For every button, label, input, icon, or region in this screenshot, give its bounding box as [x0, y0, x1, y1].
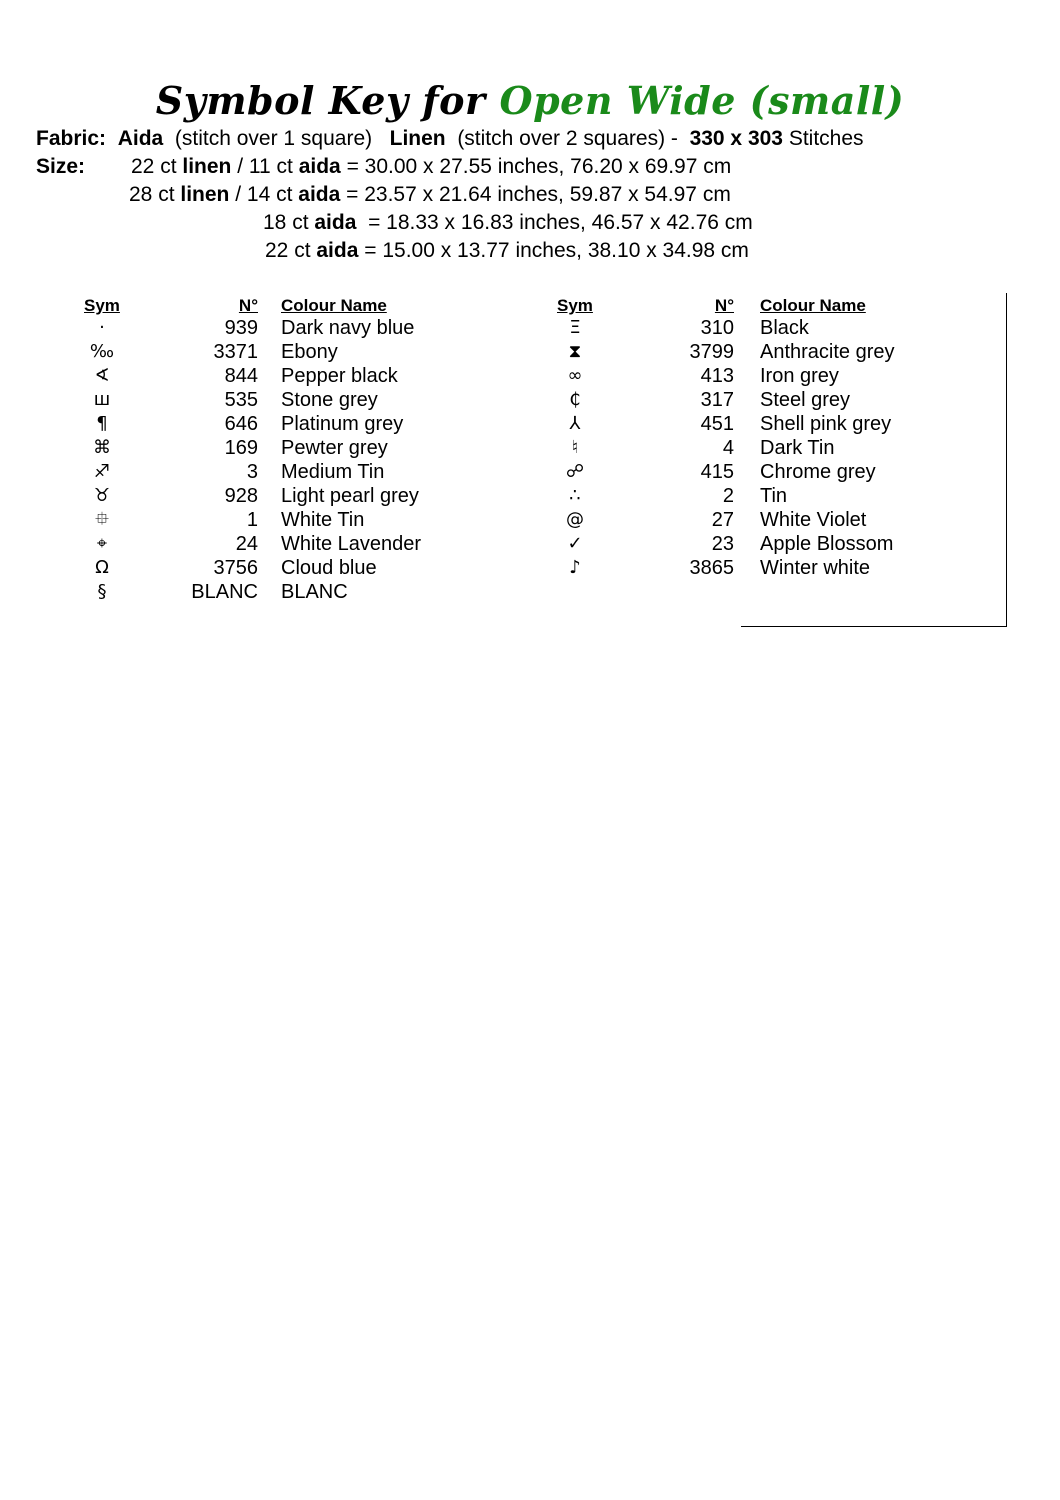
row-symbol: ₵: [569, 389, 581, 410]
row-symbol: ¶: [96, 413, 108, 434]
key-row: [0, 412, 1060, 436]
row-colour-name: BLANC: [281, 581, 348, 603]
pattern-name: Open Wide (small): [499, 78, 905, 123]
row-symbol: Ξ: [569, 317, 581, 338]
row-symbol: ♮: [571, 437, 579, 458]
size-text: = 18.33 x 16.83 inches, 46.57 x 42.76 cm: [356, 211, 753, 234]
row-number: 23: [711, 533, 734, 555]
header-name-right: Colour Name: [760, 296, 866, 315]
row-symbol: ⅄: [569, 413, 581, 434]
row-symbol: ⯐: [95, 509, 109, 530]
size-text: = 30.00 x 27.55 inches, 76.20 x 69.97 cm: [340, 155, 732, 178]
row-number: 415: [700, 461, 734, 483]
header-num-left: N°: [238, 296, 258, 315]
fabric-line: [36, 125, 864, 153]
row-colour-name: Dark navy blue: [281, 317, 415, 339]
row-colour-name: Light pearl grey: [281, 485, 419, 507]
row-colour-name: Medium Tin: [281, 461, 385, 483]
row-number: 535: [224, 389, 258, 411]
row-number: 27: [711, 509, 734, 531]
size-text: = 23.57 x 21.64 inches, 59.87 x 54.97 cm: [340, 183, 731, 206]
key-row: [0, 580, 1060, 604]
row-colour-name: Dark Tin: [760, 437, 835, 459]
key-row: [0, 340, 1060, 364]
fabric-linen: Linen: [389, 127, 446, 150]
fabric-aida: Aida: [117, 127, 164, 150]
row-number: 928: [224, 485, 258, 507]
row-colour-name: Anthracite grey: [760, 341, 895, 363]
row-symbol: @: [566, 509, 584, 530]
key-row: [0, 436, 1060, 460]
header-sym-right: Sym: [557, 296, 593, 315]
row-colour-name: Winter white: [760, 557, 871, 579]
size-text: / 14 ct: [229, 183, 299, 206]
header-name-left: Colour Name: [281, 296, 387, 315]
row-symbol: ш: [93, 389, 111, 410]
row-symbol: ♉: [93, 485, 111, 506]
row-colour-name: Stone grey: [281, 389, 378, 411]
size-line-4: [265, 237, 749, 265]
size-text: 18 ct: [263, 211, 315, 234]
row-number: 3756: [213, 557, 258, 579]
row-colour-name: Pewter grey: [281, 437, 388, 459]
row-number: 3865: [689, 557, 734, 579]
row-number: 939: [224, 317, 258, 339]
fabric-label: Fabric:: [36, 127, 107, 150]
header-num-right: N°: [714, 296, 734, 315]
row-symbol: ·: [99, 317, 105, 338]
size-label-line: [36, 153, 85, 181]
table-right-border: [1006, 293, 1007, 627]
row-colour-name: Tin: [760, 485, 788, 507]
row-number: 4: [722, 437, 734, 459]
row-number: 2: [722, 485, 734, 507]
size-line-2: [129, 181, 731, 209]
row-number: 3: [246, 461, 258, 483]
size-line-3: [263, 209, 753, 237]
row-symbol: ⧗: [568, 341, 582, 362]
row-number: BLANC: [191, 581, 258, 603]
size-label: Size:: [36, 155, 86, 178]
page-title: [0, 78, 1060, 123]
row-colour-name: Chrome grey: [760, 461, 876, 483]
key-row: [0, 532, 1060, 556]
row-colour-name: Steel grey: [760, 389, 851, 411]
row-number: 451: [700, 413, 734, 435]
size-bold: linen: [180, 183, 230, 206]
size-bold: aida: [298, 183, 341, 206]
size-bold: aida: [316, 239, 359, 262]
size-line-1: [131, 153, 731, 181]
size-bold: aida: [314, 211, 357, 234]
row-number: 317: [700, 389, 734, 411]
fabric-linen-note: (stitch over 2 squares) -: [457, 127, 678, 150]
stitch-word: Stitches: [788, 127, 864, 150]
row-symbol: §: [97, 581, 107, 602]
row-number: 413: [700, 365, 734, 387]
row-symbol: Ω: [95, 557, 109, 578]
row-symbol: ♐: [93, 461, 111, 482]
row-colour-name: Apple Blossom: [760, 533, 894, 555]
row-number: 3371: [213, 341, 258, 363]
key-row: [0, 316, 1060, 340]
row-symbol: ✓: [567, 533, 583, 554]
row-number: 844: [224, 365, 258, 387]
size-text: 28 ct: [129, 183, 181, 206]
row-number: 1: [246, 509, 258, 531]
size-text: = 15.00 x 13.77 inches, 38.10 x 34.98 cm: [358, 239, 749, 262]
header-sym-left: Sym: [84, 296, 120, 315]
row-symbol: ⌖: [96, 533, 108, 554]
key-row: [0, 460, 1060, 484]
row-colour-name: Cloud blue: [281, 557, 377, 579]
row-colour-name: White Violet: [760, 509, 867, 531]
row-symbol: ☍: [565, 461, 585, 482]
size-bold: linen: [182, 155, 232, 178]
stitch-count: 330 x 303: [689, 127, 783, 150]
key-row: [0, 484, 1060, 508]
row-colour-name: Iron grey: [760, 365, 839, 387]
row-colour-name: Pepper black: [281, 365, 398, 387]
table-bottom-border: [741, 626, 1007, 627]
row-number: 646: [224, 413, 258, 435]
row-symbol: ∴: [569, 485, 581, 506]
size-text: 22 ct: [265, 239, 317, 262]
row-colour-name: Black: [760, 317, 809, 339]
size-text: 22 ct: [131, 155, 183, 178]
size-text: / 11 ct: [231, 155, 299, 178]
row-colour-name: White Lavender: [281, 533, 422, 555]
row-colour-name: Ebony: [281, 341, 338, 363]
row-symbol: ∢: [94, 365, 110, 386]
fabric-aida-note: (stitch over 1 square): [174, 127, 373, 150]
row-number: 24: [235, 533, 258, 555]
key-row: [0, 388, 1060, 412]
row-symbol: ‰: [89, 341, 115, 362]
key-row: [0, 364, 1060, 388]
row-number: 310: [700, 317, 734, 339]
size-bold: aida: [298, 155, 341, 178]
row-colour-name: Platinum grey: [281, 413, 404, 435]
row-colour-name: White Tin: [281, 509, 365, 531]
key-row: [0, 556, 1060, 580]
row-symbol: ⌘: [93, 437, 111, 458]
row-symbol: ∞: [567, 365, 583, 386]
key-row: [0, 508, 1060, 532]
row-colour-name: Shell pink grey: [760, 413, 892, 435]
row-number: 3799: [689, 341, 734, 363]
row-number: 169: [224, 437, 258, 459]
row-symbol: ♪: [569, 557, 581, 578]
title-prefix: Symbol Key for: [155, 78, 486, 123]
